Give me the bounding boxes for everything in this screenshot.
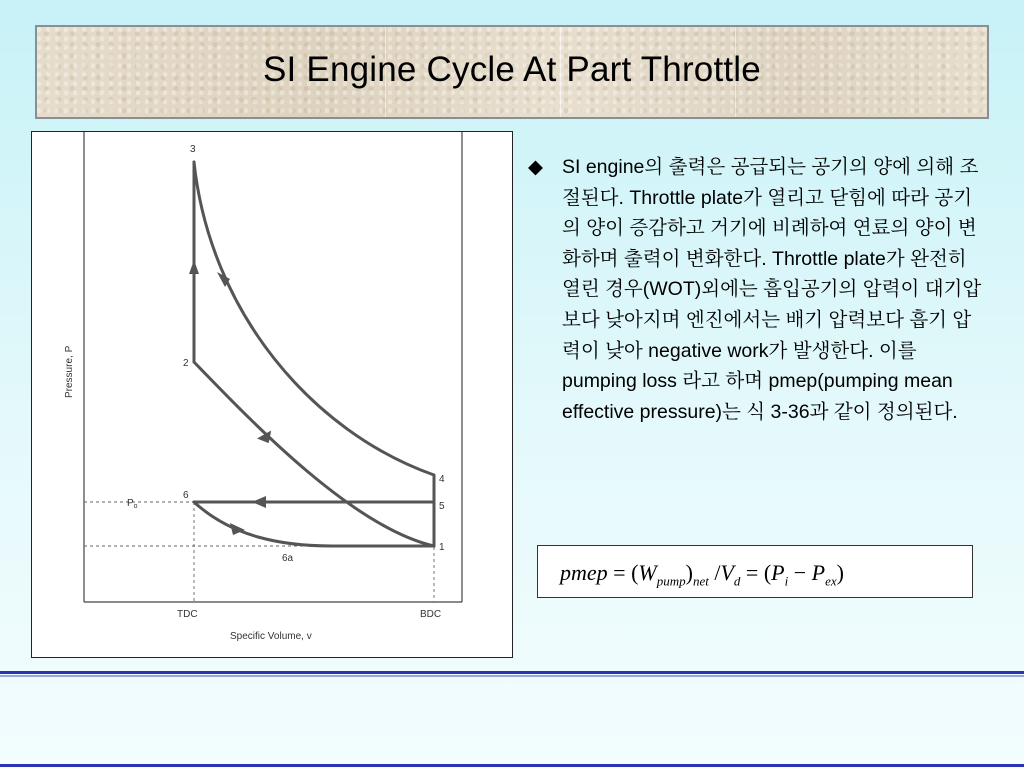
x-axis-label: Specific Volume, v [230,631,312,642]
p0-label: $P_o$ [127,498,138,510]
compression-stroke-1-2 [194,362,434,546]
arrow-1-2 [257,428,276,447]
footer-rule-top [0,671,1024,674]
point-3-label: 3 [190,144,196,155]
formula-pmep: pmep [560,560,608,585]
point-6-label: 6 [183,490,189,501]
expansion-stroke-3-4 [194,162,434,475]
bdc-label: BDC [420,609,442,620]
pmep-formula: pmep = $(W_{pump})_{net}$ $/V_d = (P_i - P_{ex})$ [537,545,973,598]
pv-diagram [31,131,513,658]
diamond-bullet-icon: ◆ [528,156,543,178]
tdc-label: TDC [177,609,198,620]
footer-rule-top-shade [0,675,1024,677]
arrow-5-6 [252,496,266,508]
point-4-label: 4 [439,474,445,485]
explanation-text [528,152,988,427]
point-6a-label: 6a [282,553,294,564]
point-1-label: 1 [439,542,445,553]
explanation-body: SI engine의 출력은 공급되는 공기의 양에 의해 조절된다. Throttle plate가 열리고 닫힘에 따라 공기의 양이 증감하고 거기에 비례하여 연료의 양이 변화하며 출력이 변화한다. Throttle plate가 완전히 열린 경우(WOT)외에는 흡입공기의 압력이 대기압보다 낮아지며 엔진에서는 배기 압력보다 흡기 압력이 낮아 negative work가 발생한다. 이를 pumping loss 라고 하며 pmep(pumping mean effective pressure)는 식 3-36과 같이 정의된다. [562,156,982,423]
pv-diagram-svg [32,132,512,657]
slide-title: SI Engine Cycle At Part Throttle [263,50,761,89]
point-2-label: 2 [183,358,189,369]
arrow-2-3 [189,260,199,274]
point-5-label: 5 [439,501,445,512]
footer-rule-bottom [0,764,1024,767]
intake-stroke-6-6a-1 [194,502,434,546]
title-banner [35,25,989,119]
y-axis-label: Pressure, P [64,345,75,398]
